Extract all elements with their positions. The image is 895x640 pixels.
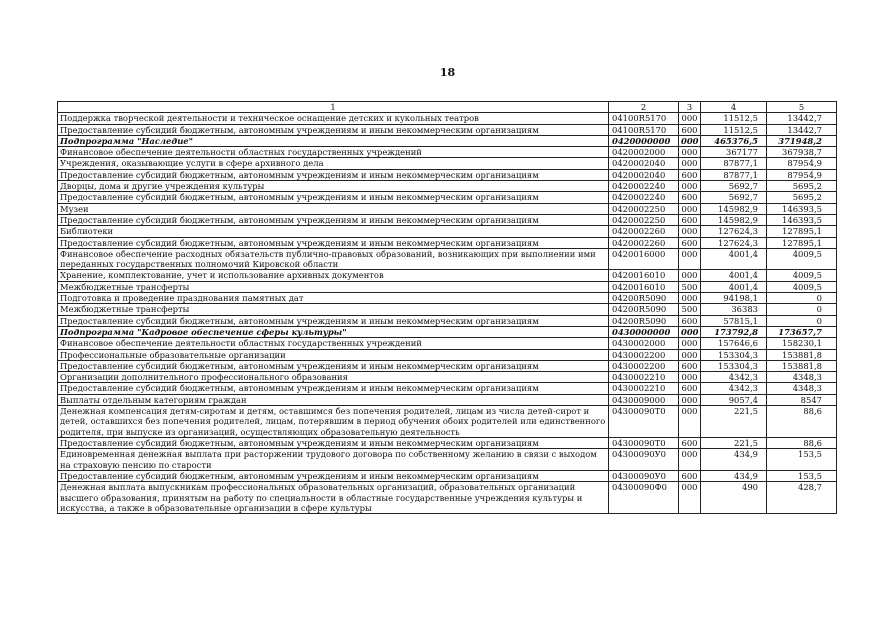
table-row xyxy=(58,349,837,360)
header-col-1: 1 xyxy=(58,102,609,113)
row-value-col5-cell: 146393,5 xyxy=(767,214,837,225)
row-type-cell: 000 xyxy=(679,394,701,405)
row-code-cell: 0420002250 xyxy=(609,214,679,225)
table-row xyxy=(58,482,837,514)
row-type-cell: 000 xyxy=(679,482,701,514)
row-value-col4-cell: 153304,3 xyxy=(701,349,767,360)
table-row xyxy=(58,113,837,124)
row-value-col4-cell: 465376,5 xyxy=(701,135,767,146)
row-value-col5-cell: 153,5 xyxy=(767,470,837,481)
row-name-cell: Библиотеки xyxy=(58,226,609,237)
row-name-cell: Подпрограмма "Наследие" xyxy=(58,135,609,146)
row-type-cell: 600 xyxy=(679,214,701,225)
row-type-cell: 500 xyxy=(679,304,701,315)
row-type-cell: 600 xyxy=(679,383,701,394)
row-code-cell: 04300090У0 xyxy=(609,449,679,471)
row-name-cell: Предоставление субсидий бюджетным, автономным учреждениям и иным некоммерческим организациям xyxy=(58,470,609,481)
row-value-col4-cell: 9057,4 xyxy=(701,394,767,405)
table-row xyxy=(58,326,837,337)
row-name-cell: Предоставление субсидий бюджетным, автономным учреждениям и иным некоммерческим организациям xyxy=(58,214,609,225)
header-col-5: 5 xyxy=(767,102,837,113)
row-value-col4-cell: 367177 xyxy=(701,147,767,158)
row-name-cell: Хранение, комплектование, учет и использование архивных документов xyxy=(58,270,609,281)
row-value-col5-cell: 87954,9 xyxy=(767,169,837,180)
row-value-col5-cell: 158230,1 xyxy=(767,338,837,349)
row-value-col5-cell: 371948,2 xyxy=(767,135,837,146)
row-code-cell: 04300090Т0 xyxy=(609,438,679,449)
row-value-col4-cell: 145982,9 xyxy=(701,203,767,214)
row-value-col4-cell: 145982,9 xyxy=(701,214,767,225)
row-code-cell: 0430009000 xyxy=(609,394,679,405)
row-value-col5-cell: 127895,1 xyxy=(767,226,837,237)
row-code-cell: 04300090У0 xyxy=(609,470,679,481)
table-row xyxy=(58,372,837,383)
table-row xyxy=(58,158,837,169)
table-row xyxy=(58,281,837,292)
row-name-cell: Финансовое обеспечение деятельности областных государственных учреждений xyxy=(58,338,609,349)
row-name-cell: Предоставление субсидий бюджетным, автономным учреждениям и иным некоммерческим организациям xyxy=(58,124,609,135)
row-value-col4-cell: 36383 xyxy=(701,304,767,315)
row-value-col5-cell: 4348,3 xyxy=(767,383,837,394)
row-value-col4-cell: 57815,1 xyxy=(701,315,767,326)
row-name-cell: Предоставление субсидий бюджетным, автономным учреждениям и иным некоммерческим организациям xyxy=(58,192,609,203)
row-type-cell: 000 xyxy=(679,181,701,192)
row-value-col5-cell: 0 xyxy=(767,293,837,304)
table-row xyxy=(58,270,837,281)
row-value-col5-cell: 4009,5 xyxy=(767,248,837,270)
table-row xyxy=(58,203,837,214)
row-type-cell: 600 xyxy=(679,315,701,326)
row-code-cell: 04100R5170 xyxy=(609,124,679,135)
row-name-cell: Предоставление субсидий бюджетным, автономным учреждениям и иным некоммерческим организациям xyxy=(58,383,609,394)
row-value-col4-cell: 221,5 xyxy=(701,406,767,438)
row-name-cell: Выплаты отдельным категориям граждан xyxy=(58,394,609,405)
row-value-col5-cell: 0 xyxy=(767,315,837,326)
row-name-cell: Предоставление субсидий бюджетным, автономным учреждениям и иным некоммерческим организациям xyxy=(58,360,609,371)
row-value-col5-cell: 87954,9 xyxy=(767,158,837,169)
row-value-col5-cell: 8547 xyxy=(767,394,837,405)
row-name-cell: Музеи xyxy=(58,203,609,214)
table-row xyxy=(58,360,837,371)
row-value-col5-cell: 4009,5 xyxy=(767,281,837,292)
row-value-col4-cell: 4001,4 xyxy=(701,270,767,281)
row-name-cell: Организации дополнительного профессионального образования xyxy=(58,372,609,383)
row-value-col4-cell: 153304,3 xyxy=(701,360,767,371)
row-code-cell: 0420002260 xyxy=(609,226,679,237)
row-value-col4-cell: 4001,4 xyxy=(701,281,767,292)
row-value-col4-cell: 94198,1 xyxy=(701,293,767,304)
row-code-cell: 0420002000 xyxy=(609,147,679,158)
row-value-col4-cell: 127624,3 xyxy=(701,237,767,248)
row-type-cell: 600 xyxy=(679,192,701,203)
row-type-cell: 000 xyxy=(679,449,701,471)
row-type-cell: 600 xyxy=(679,438,701,449)
row-code-cell: 0420002240 xyxy=(609,181,679,192)
row-type-cell: 000 xyxy=(679,113,701,124)
row-value-col4-cell: 11512,5 xyxy=(701,113,767,124)
row-value-col5-cell: 13442,7 xyxy=(767,113,837,124)
row-value-col5-cell: 88,6 xyxy=(767,438,837,449)
row-name-cell: Денежная компенсация детям-сиротам и детям, оставшимся без попечения родителей, лицам из числа детей-сирот и детей, оставшихся без попечения родителей, лицам, потерявшим в период обучения обоих родителей или единственного родителя, при выпуске из организаций, осуществляющих образовательную деятельность xyxy=(58,406,609,438)
row-type-cell: 000 xyxy=(679,147,701,158)
row-value-col4-cell: 434,9 xyxy=(701,470,767,481)
table-row xyxy=(58,338,837,349)
row-value-col5-cell: 127895,1 xyxy=(767,237,837,248)
table-row xyxy=(58,226,837,237)
table-row xyxy=(58,135,837,146)
row-code-cell: 0430002210 xyxy=(609,372,679,383)
table-row xyxy=(58,124,837,135)
table-row xyxy=(58,147,837,158)
row-code-cell: 04300090Ф0 xyxy=(609,482,679,514)
row-code-cell: 0430002210 xyxy=(609,383,679,394)
row-name-cell: Финансовое обеспечение расходных обязательств публично-правовых образований, возникающих при выполнении ими переданных государственных полномочий Кировской области xyxy=(58,248,609,270)
header-col-3: 3 xyxy=(679,102,701,113)
row-type-cell: 000 xyxy=(679,293,701,304)
row-name-cell: Учреждения, оказывающие услуги в сфере архивного дела xyxy=(58,158,609,169)
row-value-col4-cell: 11512,5 xyxy=(701,124,767,135)
table-row xyxy=(58,449,837,471)
row-value-col4-cell: 157646,6 xyxy=(701,338,767,349)
row-name-cell: Подпрограмма "Кадровое обеспечение сферы культуры" xyxy=(58,326,609,337)
row-value-col5-cell: 153881,8 xyxy=(767,349,837,360)
row-name-cell: Предоставление субсидий бюджетным, автономным учреждениям и иным некоммерческим организациям xyxy=(58,315,609,326)
row-type-cell: 600 xyxy=(679,360,701,371)
row-code-cell: 04200R5090 xyxy=(609,293,679,304)
row-type-cell: 000 xyxy=(679,270,701,281)
row-name-cell: Финансовое обеспечение деятельности областных государственных учреждений xyxy=(58,147,609,158)
header-col-4: 4 xyxy=(701,102,767,113)
table-row xyxy=(58,394,837,405)
row-value-col5-cell: 4348,3 xyxy=(767,372,837,383)
row-value-col4-cell: 87877,1 xyxy=(701,158,767,169)
row-value-col5-cell: 367938,7 xyxy=(767,147,837,158)
table-row xyxy=(58,470,837,481)
row-value-col5-cell: 173657,7 xyxy=(767,326,837,337)
row-type-cell: 000 xyxy=(679,349,701,360)
row-type-cell: 600 xyxy=(679,124,701,135)
row-value-col5-cell: 153881,8 xyxy=(767,360,837,371)
row-type-cell: 600 xyxy=(679,169,701,180)
row-type-cell: 000 xyxy=(679,158,701,169)
row-type-cell: 000 xyxy=(679,226,701,237)
row-value-col5-cell: 13442,7 xyxy=(767,124,837,135)
row-code-cell: 0420016000 xyxy=(609,248,679,270)
row-code-cell: 04200R5090 xyxy=(609,304,679,315)
row-name-cell: Поддержка творческой деятельности и техническое оснащение детских и кукольных театров xyxy=(58,113,609,124)
row-value-col5-cell: 4009,5 xyxy=(767,270,837,281)
row-value-col5-cell: 5695,2 xyxy=(767,192,837,203)
row-name-cell: Межбюджетные трансферты xyxy=(58,304,609,315)
row-type-cell: 000 xyxy=(679,406,701,438)
row-code-cell: 0420016010 xyxy=(609,281,679,292)
row-name-cell: Предоставление субсидий бюджетным, автономным учреждениям и иным некоммерческим организациям xyxy=(58,438,609,449)
row-value-col5-cell: 5695,2 xyxy=(767,181,837,192)
table-row xyxy=(58,192,837,203)
row-code-cell: 0420002250 xyxy=(609,203,679,214)
row-type-cell: 000 xyxy=(679,372,701,383)
row-code-cell: 0420002240 xyxy=(609,192,679,203)
row-code-cell: 04200R5090 xyxy=(609,315,679,326)
row-type-cell: 500 xyxy=(679,281,701,292)
row-name-cell: Профессиональные образовательные организации xyxy=(58,349,609,360)
table-row xyxy=(58,293,837,304)
row-value-col4-cell: 434,9 xyxy=(701,449,767,471)
row-name-cell: Денежная выплата выпускникам профессиональных образовательных организаций, образовательных организаций высшего образования, принятым на работу по специальности в областные государственные учреждения культуры и искусства, а также в образовательные организации в сфере культуры xyxy=(58,482,609,514)
budget-table xyxy=(57,101,837,514)
table-row xyxy=(58,438,837,449)
table-row xyxy=(58,181,837,192)
row-value-col4-cell: 221,5 xyxy=(701,438,767,449)
row-value-col4-cell: 4342,3 xyxy=(701,383,767,394)
row-type-cell: 000 xyxy=(679,203,701,214)
row-value-col4-cell: 5692,7 xyxy=(701,181,767,192)
table-row xyxy=(58,304,837,315)
row-name-cell: Дворцы, дома и другие учреждения культуры xyxy=(58,181,609,192)
row-value-col4-cell: 5692,7 xyxy=(701,192,767,203)
table-header-row xyxy=(58,102,837,113)
row-value-col5-cell: 0 xyxy=(767,304,837,315)
row-code-cell: 0430000000 xyxy=(609,326,679,337)
row-code-cell: 0420016010 xyxy=(609,270,679,281)
table-row xyxy=(58,315,837,326)
row-code-cell: 0420002040 xyxy=(609,169,679,180)
table-row xyxy=(58,214,837,225)
row-code-cell: 0430002200 xyxy=(609,360,679,371)
row-value-col4-cell: 4001,4 xyxy=(701,248,767,270)
table-row xyxy=(58,406,837,438)
row-value-col5-cell: 153,5 xyxy=(767,449,837,471)
table-row xyxy=(58,248,837,270)
row-value-col5-cell: 428,7 xyxy=(767,482,837,514)
row-type-cell: 000 xyxy=(679,338,701,349)
row-name-cell: Предоставление субсидий бюджетным, автономным учреждениям и иным некоммерческим организациям xyxy=(58,237,609,248)
table-row xyxy=(58,169,837,180)
table-row xyxy=(58,383,837,394)
row-name-cell: Межбюджетные трансферты xyxy=(58,281,609,292)
row-type-cell: 600 xyxy=(679,470,701,481)
row-code-cell: 0430002000 xyxy=(609,338,679,349)
row-type-cell: 000 xyxy=(679,248,701,270)
page-number: 18 xyxy=(439,66,456,79)
row-code-cell: 0420002040 xyxy=(609,158,679,169)
row-value-col4-cell: 127624,3 xyxy=(701,226,767,237)
row-value-col5-cell: 146393,5 xyxy=(767,203,837,214)
row-value-col4-cell: 87877,1 xyxy=(701,169,767,180)
row-value-col4-cell: 4342,3 xyxy=(701,372,767,383)
row-value-col4-cell: 490 xyxy=(701,482,767,514)
row-name-cell: Единовременная денежная выплата при расторжении трудового договора по собственному желанию в связи с выходом на страховую пенсию по старости xyxy=(58,449,609,471)
row-value-col5-cell: 88,6 xyxy=(767,406,837,438)
row-name-cell: Предоставление субсидий бюджетным, автономным учреждениям и иным некоммерческим организациям xyxy=(58,169,609,180)
row-code-cell: 0420002260 xyxy=(609,237,679,248)
row-type-cell: 600 xyxy=(679,237,701,248)
row-code-cell: 04100R5170 xyxy=(609,113,679,124)
row-type-cell: 000 xyxy=(679,135,701,146)
row-name-cell: Подготовка и проведение празднования памятных дат xyxy=(58,293,609,304)
row-type-cell: 000 xyxy=(679,326,701,337)
row-code-cell: 0430002200 xyxy=(609,349,679,360)
row-code-cell: 04300090Т0 xyxy=(609,406,679,438)
row-value-col4-cell: 173792,8 xyxy=(701,326,767,337)
table-row xyxy=(58,237,837,248)
row-code-cell: 0420000000 xyxy=(609,135,679,146)
header-col-2: 2 xyxy=(609,102,679,113)
